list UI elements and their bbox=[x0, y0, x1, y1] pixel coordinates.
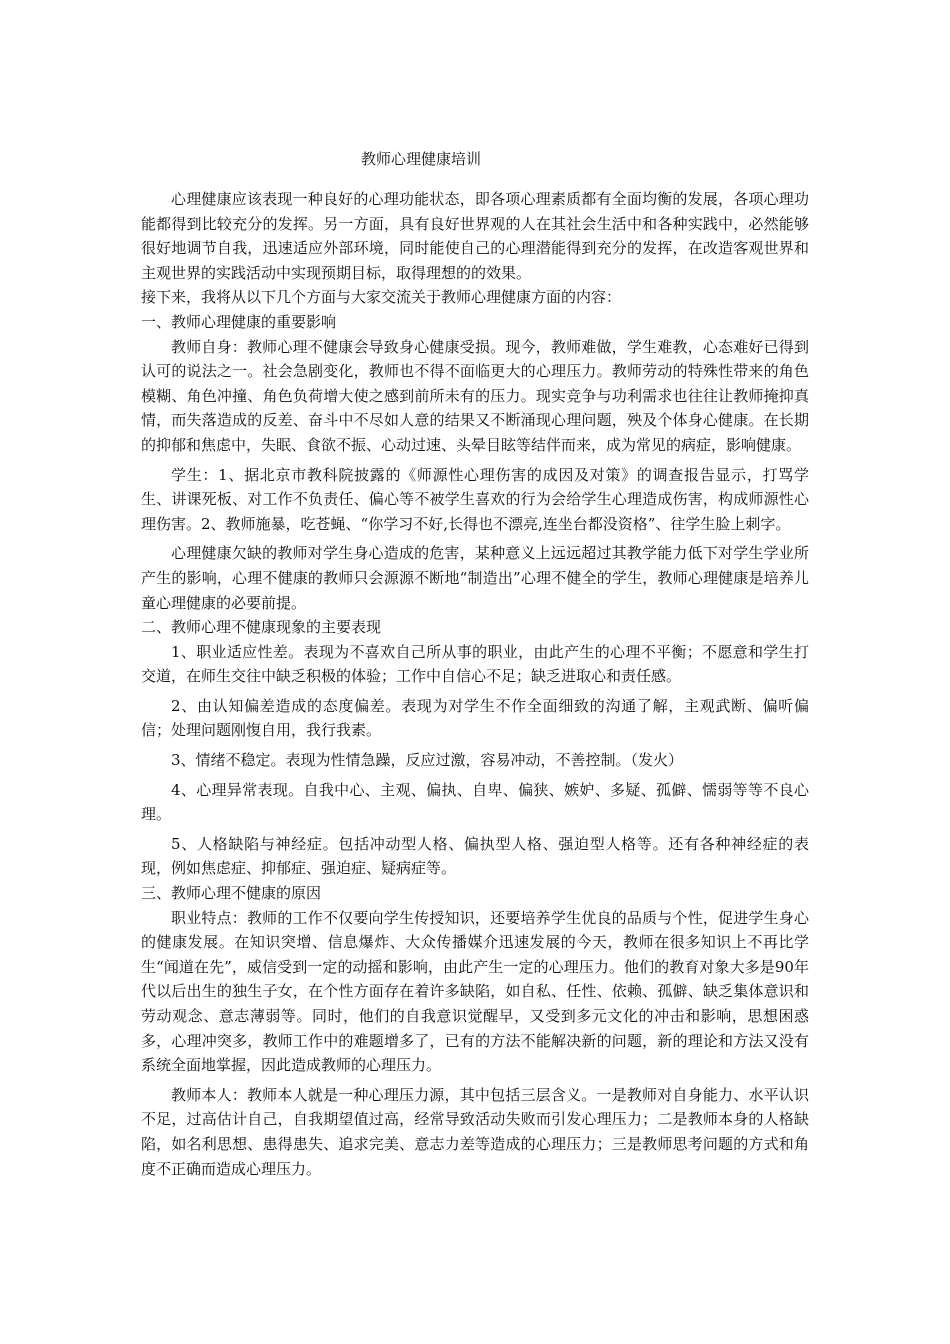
document-title: 教师心理健康培训 bbox=[361, 150, 482, 168]
section-2-item: 2、由认知偏差造成的态度偏差。表现为对学生不作全面细致的沟通了解，主观武断、偏听偏信；处理问题刚愎自用，我行我素。 bbox=[141, 696, 809, 740]
section-2-item: 1、职业适应性差。表现为不喜欢自己所从事的职业，由此产生的心理不平衡；不愿意和学生打交道，在师生交往中缺乏积极的体验；工作中自信心不足；缺乏进取心和责任感。 bbox=[141, 642, 809, 686]
section-2-heading: 二、教师心理不健康现象的主要表现 bbox=[141, 618, 382, 637]
section-1-paragraph-student: 学生：1、据北京市教科院披露的《师源性心理伤害的成因及对策》的调查报告显示，打骂学生、讲课死板、对工作不负责任、偏心等不被学生喜欢的行为会给学生心理造成伤害，构成师源性心理伤害。2、教师施暴，吃苍蝇、“你学习不好,长得也不漂亮,连坐台都没资格”、往学生脸上刺字。 bbox=[141, 465, 809, 533]
document-body bbox=[141, 147, 809, 1181]
section-3-paragraph-self: 教师本人：教师本人就是一种心理压力源，其中包括三层含义。一是教师对自身能力、水平认识不足，过高估计自己，自我期望值过高，经常导致活动失败而引发心理压力；二是教师本身的人格缺陷，如名利思想、患得患失、追求完美、意志力差等造成的心理压力；三是教师思考问题的方式和角度不正确而造成心理压力。 bbox=[141, 1085, 809, 1178]
lead-paragraph: 接下来，我将从以下几个方面与大家交流关于教师心理健康方面的内容： bbox=[141, 288, 622, 307]
section-1-paragraph-harm: 心理健康欠缺的教师对学生身心造成的危害，某种意义上远远超过其教学能力低下对学生学业所产生的影响，心理不健康的教师只会源源不断地“制造出”心理不健全的学生，教师心理健康是培养儿童心理健康的必要前提。 bbox=[141, 544, 809, 612]
section-1-heading: 一、教师心理健康的重要影响 bbox=[141, 312, 337, 331]
section-2-item: 5、人格缺陷与神经症。包括冲动型人格、偏执型人格、强迫型人格等。还有各种神经症的表现，例如焦虑症、抑郁症、强迫症、疑病症等。 bbox=[141, 834, 809, 878]
section-2-item: 3、情绪不稳定。表现为性情急躁，反应过激，容易冲动，不善控制。（发火） bbox=[171, 751, 684, 770]
section-1-paragraph-teacher: 教师自身：教师心理不健康会导致身心健康受损。现今，教师难做，学生难教，心态难好已得到认可的说法之一。社会急剧变化，教师也不得不面临更大的心理压力。教师劳动的特殊性带来的角色模糊、角色冲撞、角色负荷增大使之感到前所未有的压力。现实竞争与功利需求也往往让教师掩抑真情，而失落造成的反差、奋斗中不尽如人意的结果又不断涌现心理问题，殃及个体身心健康。在长期的抑郁和焦虑中，失眠、食欲不振、心动过速、头晕目眩等结伴而来，成为常见的病症，影响健康。 bbox=[141, 337, 809, 454]
intro-paragraph: 心理健康应该表现一种良好的心理功能状态，即各项心理素质都有全面均衡的发展，各项心理功能都得到比较充分的发挥。另一方面，具有良好世界观的人在其社会生活中和各种实践中，必然能够很好地调节自我，迅速适应外部环境，同时能使自己的心理潜能得到充分的发挥，在改造客观世界和主观世界的实践活动中实现预期目标，取得理想的的效果。 bbox=[141, 190, 809, 282]
section-3-heading: 三、教师心理不健康的原因 bbox=[141, 884, 322, 903]
section-2-item: 4、心理异常表现。自我中心、主观、偏执、自卑、偏狭、嫉妒、多疑、孤僻、懦弱等等不良心理。 bbox=[141, 780, 809, 824]
section-3-paragraph-profession: 职业特点：教师的工作不仅要向学生传授知识，还要培养学生优良的品质与个性，促进学生身心的健康发展。在知识突增、信息爆炸、大众传播媒介迅速发展的今天，教师在很多知识上不再比学生“闻道在先”，威信受到一定的动摇和影响，由此产生一定的心理压力。他们的教育对象大多是90年代以后出生的独生子女，在个性方面存在着许多缺陷，如自私、任性、依赖、孤僻、缺乏集体意识和劳动观念、意志薄弱等。同时，他们的自我意识觉醒早，又受到多元文化的冲击和影响，思想困惑多，心理冲突多，教师工作中的难题增多了，已有的方法不能解决新的问题，新的理论和方法又没有系统全面地掌握，因此造成教师的心理压力。 bbox=[141, 908, 809, 1075]
